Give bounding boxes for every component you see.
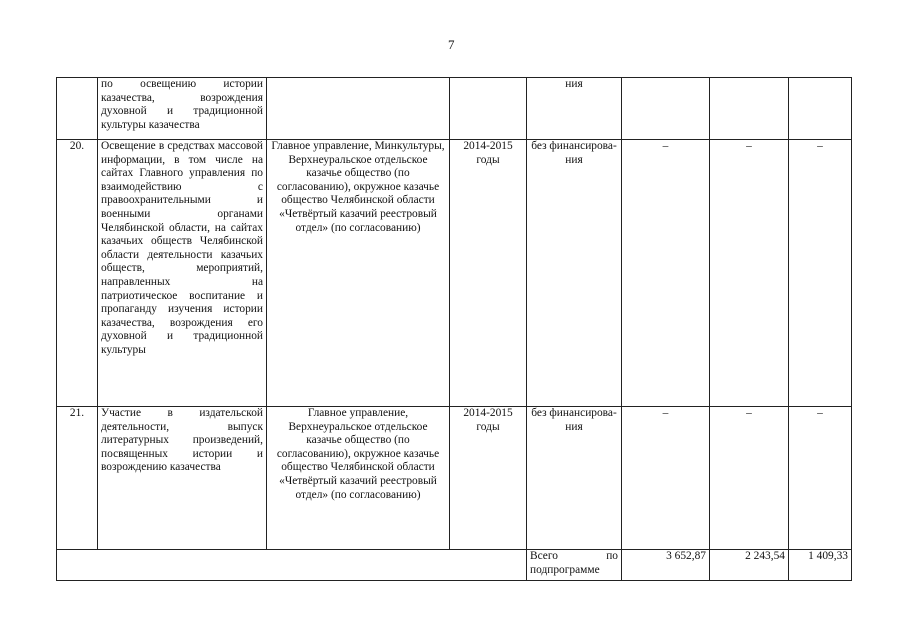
measure-text: Участие в издательской деятельности, выпуск литературных произведений, посвященных истории и возрождению казачества bbox=[98, 407, 267, 550]
total-value-1: 3 652,87 bbox=[622, 550, 710, 581]
value-2: – bbox=[710, 140, 789, 407]
period-text: 2014-2015 годы bbox=[450, 140, 527, 407]
measures-table bbox=[56, 77, 852, 581]
measure-text: Освещение в средствах массовой информации, в том числе на сайтах Главного управления по взаимодействию с правоохранительными и военными органами Челябинской области, на сайтах казачьих обществ Челябинской области деятельности казачьих обществ, мероприятий, направленных на патриотическое воспитание и пропаганду изучения истории казачества, возрождения его духовной и традиционной культуры bbox=[98, 140, 267, 407]
value-2 bbox=[710, 78, 789, 140]
value-1: – bbox=[622, 140, 710, 407]
period-text bbox=[450, 78, 527, 140]
value-2: – bbox=[710, 407, 789, 550]
executor-text bbox=[267, 78, 450, 140]
table-row bbox=[57, 78, 852, 140]
period-text: 2014-2015 годы bbox=[450, 407, 527, 550]
page-number: 7 bbox=[448, 37, 455, 52]
total-label: Всего по подпрограмме bbox=[527, 550, 622, 581]
measure-text: по освещению истории казачества, возрождения духовной и традиционной культуры казачества bbox=[98, 78, 267, 140]
table-row bbox=[57, 140, 852, 407]
total-empty-cell bbox=[57, 550, 527, 581]
executor-text: Главное управление, Верхнеуральское отдельское казачье общество (по согласованию), окружное казачье общество Челябинской области «Четвёртый казачий реестровый отдел» (по согласованию) bbox=[267, 407, 450, 550]
executor-text: Главное управление, Минкультуры, Верхнеуральское отдельское казачье общество (по согласованию), окружное казачье общество Челябинской области «Четвёртый казачий реестровый отдел» (по согласованию) bbox=[267, 140, 450, 407]
value-1: – bbox=[622, 407, 710, 550]
financing-text: без финансирова-ния bbox=[527, 407, 622, 550]
financing-text: ния bbox=[527, 78, 622, 140]
total-value-2: 2 243,54 bbox=[710, 550, 789, 581]
value-3: – bbox=[789, 140, 852, 407]
financing-text: без финансирова-ния bbox=[527, 140, 622, 407]
table-row bbox=[57, 407, 852, 550]
value-3 bbox=[789, 78, 852, 140]
row-number: 21. bbox=[57, 407, 98, 550]
row-number bbox=[57, 78, 98, 140]
row-number: 20. bbox=[57, 140, 98, 407]
total-row bbox=[57, 550, 852, 581]
total-value-3: 1 409,33 bbox=[789, 550, 852, 581]
value-1 bbox=[622, 78, 710, 140]
value-3: – bbox=[789, 407, 852, 550]
